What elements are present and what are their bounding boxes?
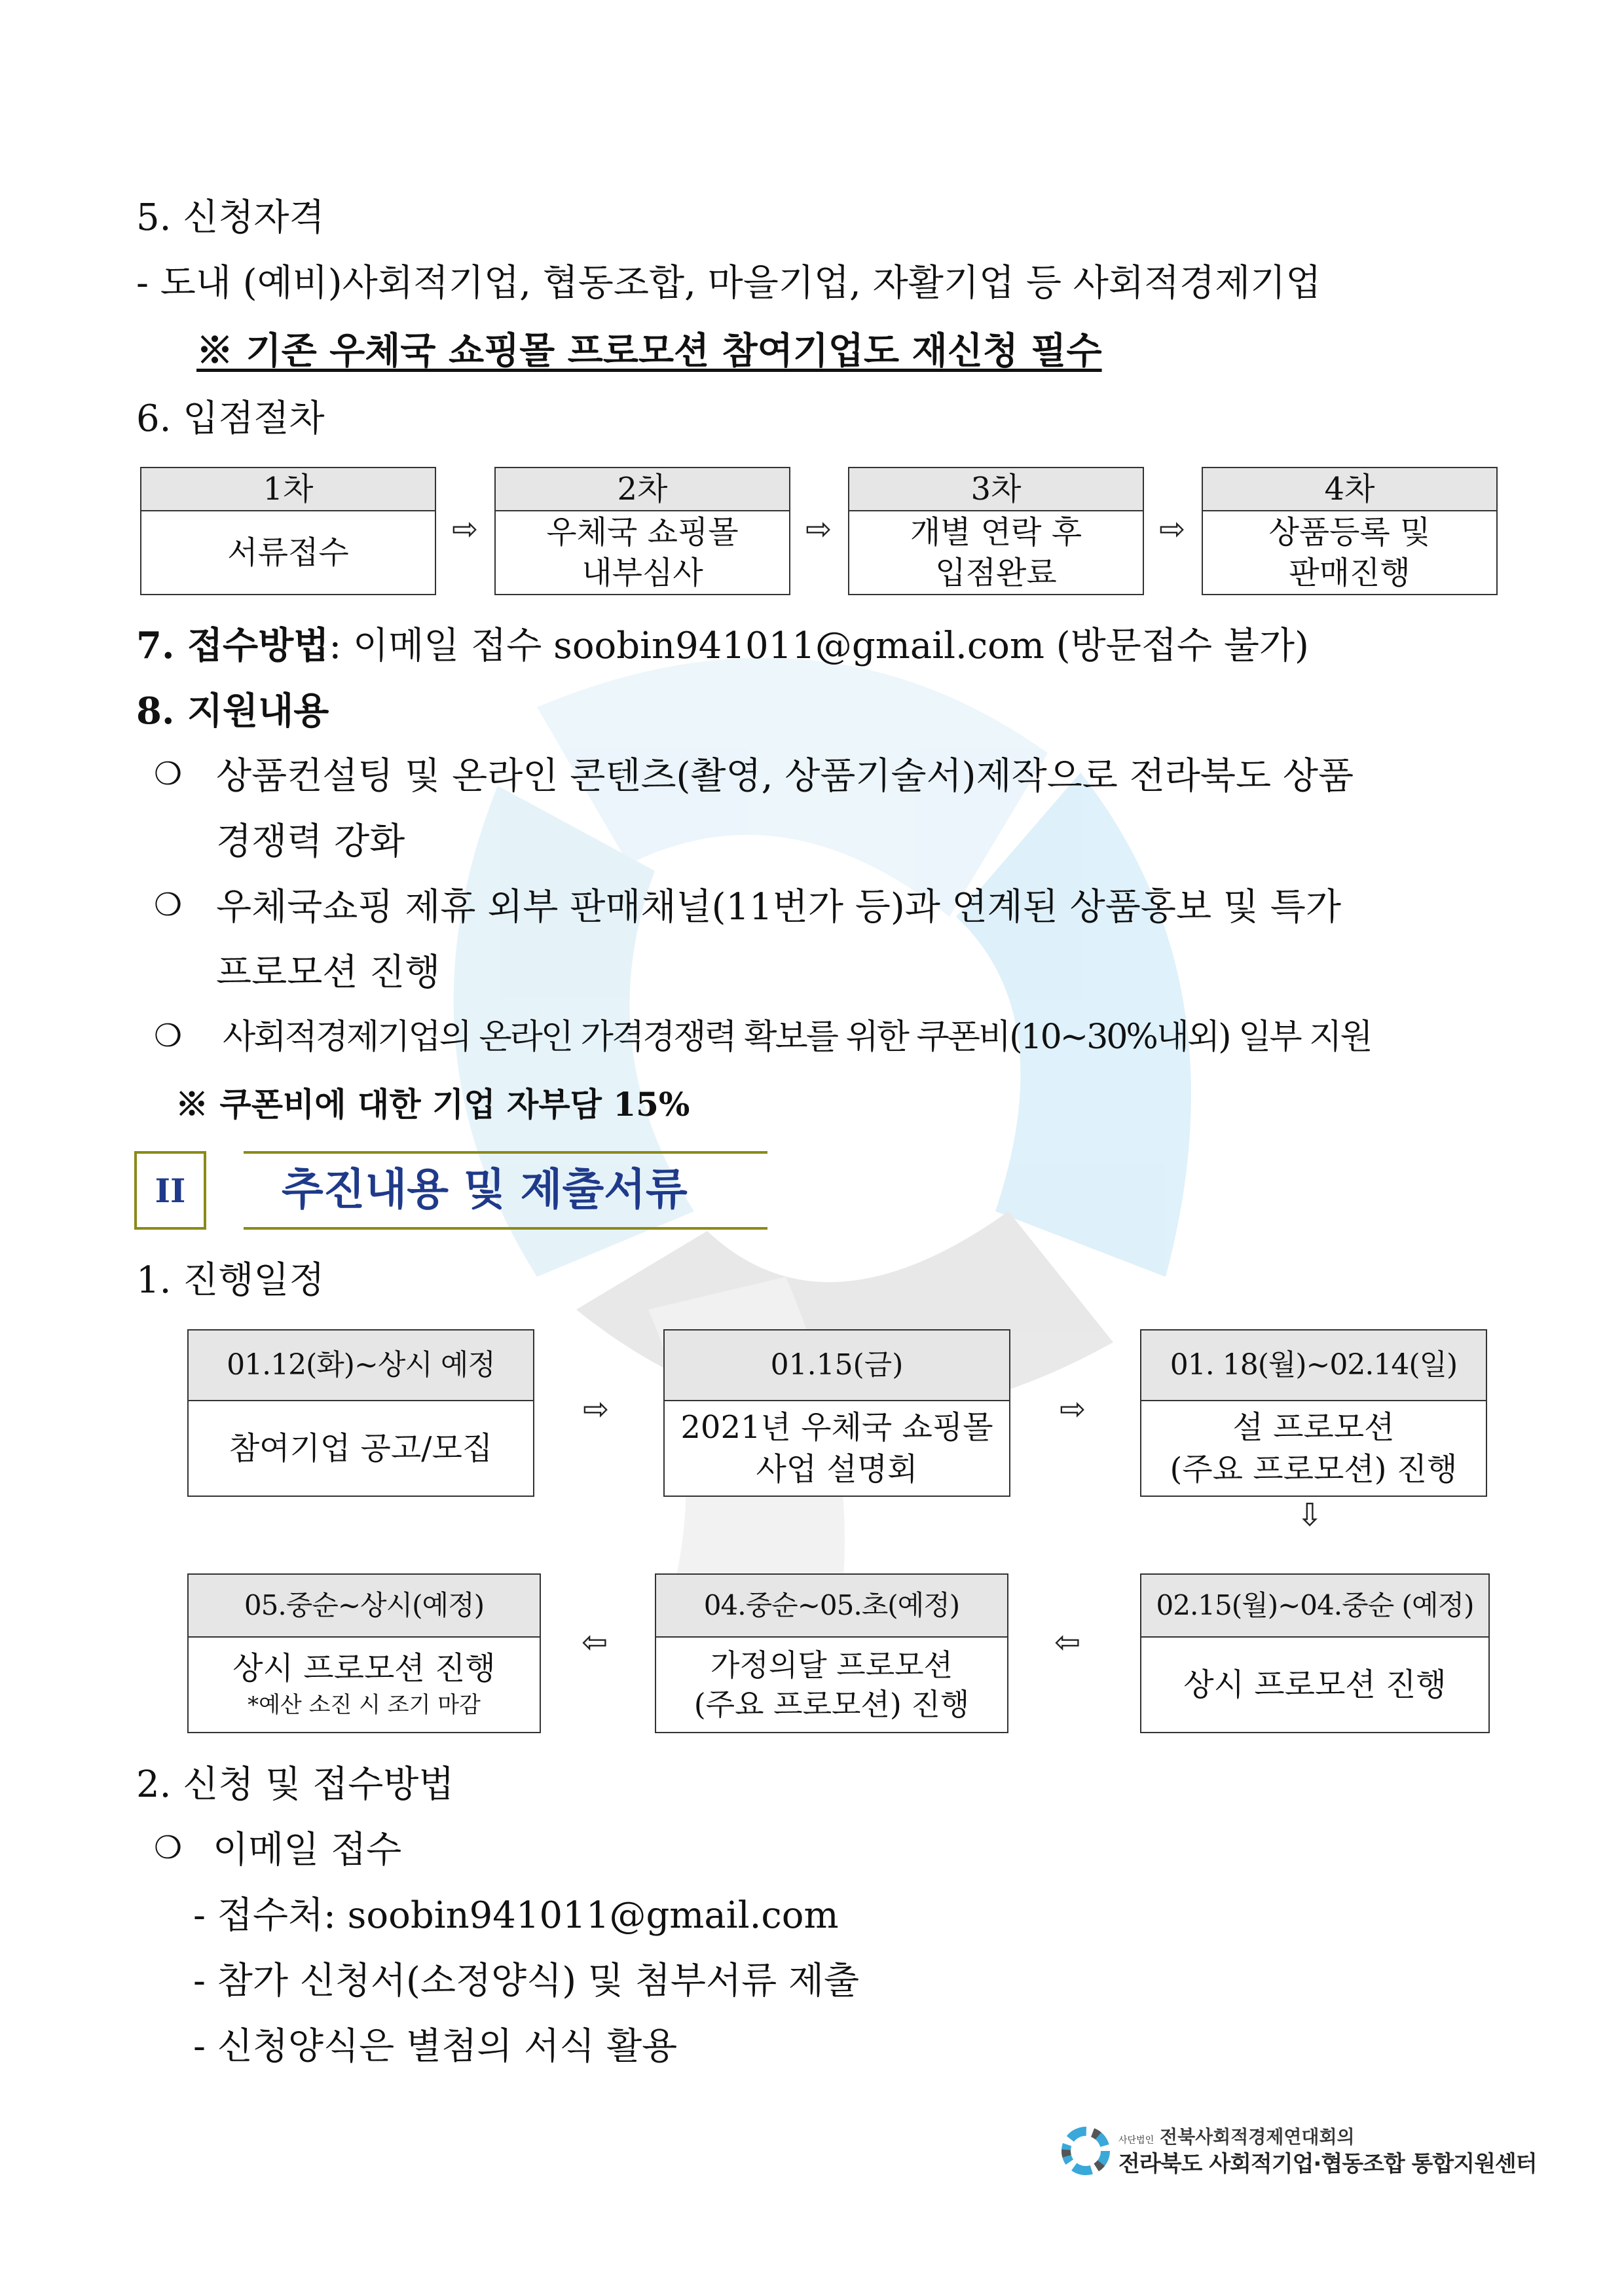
arrow-right-icon: ⇨ bbox=[1159, 511, 1186, 547]
schedule-box-header: 04.중순~05.초(예정) bbox=[656, 1575, 1007, 1638]
procedure-step-line1: 상품등록 및 bbox=[1268, 514, 1431, 551]
procedure-step-line1: 서류접수 bbox=[227, 534, 349, 571]
support-item-1-line2: 경쟁력 강화 bbox=[216, 820, 405, 863]
schedule-box-header: 05.중순~상시(예정) bbox=[189, 1575, 540, 1638]
schedule-box-line1: 상시 프로모션 진행 bbox=[232, 1650, 496, 1687]
bullet-icon: ❍ bbox=[154, 887, 183, 923]
procedure-step-line1: 우체국 쇼핑몰 bbox=[546, 514, 739, 551]
procedure-step-4 bbox=[1202, 467, 1498, 595]
schedule-box-header: 01.12(화)~상시 예정 bbox=[189, 1331, 533, 1401]
procedure-step-1 bbox=[140, 467, 436, 595]
procedure-step-line2: 내부심사 bbox=[581, 555, 703, 591]
support-item-1-line1: 상품컨설팅 및 온라인 콘텐츠(촬영, 상품기술서)제작으로 전라북도 상품 bbox=[216, 755, 1354, 798]
section5-title: 5. 신청자격 bbox=[136, 196, 325, 239]
arrow-right-icon: ⇨ bbox=[452, 511, 479, 547]
schedule-box-header: 01. 18(월)~02.14(일) bbox=[1141, 1331, 1486, 1401]
procedure-step-line2: 판매진행 bbox=[1289, 555, 1411, 591]
arrow-right-icon: ⇨ bbox=[583, 1391, 610, 1427]
schedule-box-line2: *예산 소진 시 조기 마감 bbox=[248, 1692, 481, 1718]
support-item-2-line1: 우체국쇼핑 제휴 외부 판매채널(11번가 등)과 연계된 상품홍보 및 특가 bbox=[216, 886, 1341, 928]
footer-org: 전북사회적경제연대회의 bbox=[1160, 2126, 1355, 2148]
procedure-step-line1: 개별 연락 후 bbox=[910, 514, 1082, 551]
footer-logo-icon bbox=[1060, 2125, 1112, 2177]
apply-item-1: - 접수처: soobin941011@gmail.com bbox=[193, 1894, 839, 1937]
schedule-box-line2: (주요 프로모션) 진행 bbox=[693, 1687, 970, 1722]
procedure-step-2 bbox=[494, 467, 790, 595]
section5-note: ※ 기존 우체국 쇼핑몰 프로모션 참여기업도 재신청 필수 bbox=[196, 329, 1102, 373]
arrow-left-icon: ⇦ bbox=[1054, 1624, 1081, 1661]
schedule-title: 1. 진행일정 bbox=[136, 1259, 325, 1302]
schedule-box-6 bbox=[187, 1573, 541, 1733]
chapter-number: II bbox=[155, 1171, 186, 1210]
schedule-box-header: 01.15(금) bbox=[665, 1331, 1009, 1401]
procedure-step-header: 3차 bbox=[849, 468, 1143, 511]
footer-small-label: 사단법인 bbox=[1118, 2135, 1154, 2146]
apply-item-2: - 참가 신청서(소정양식) 및 첨부서류 제출 bbox=[193, 1960, 860, 2002]
schedule-box-line1: 설 프로모션 bbox=[1232, 1409, 1395, 1446]
schedule-box-line1: 참여기업 공고/모집 bbox=[229, 1430, 493, 1467]
schedule-box-line2: 사업 설명회 bbox=[756, 1451, 918, 1488]
bullet-icon: ❍ bbox=[154, 756, 183, 792]
chapter-title-rule-top bbox=[244, 1151, 767, 1154]
procedure-step-header: 2차 bbox=[496, 468, 789, 511]
support-item-3-line1: 사회적경제기업의 온라인 가격경쟁력 확보를 위한 쿠폰비(10~30%내외) 일부 지원 bbox=[223, 1018, 1371, 1057]
schedule-box-2 bbox=[663, 1329, 1010, 1497]
schedule-box-line1: 상시 프로모션 진행 bbox=[1183, 1666, 1447, 1703]
procedure-step-header: 4차 bbox=[1203, 468, 1496, 511]
procedure-step-3 bbox=[848, 467, 1144, 595]
chapter-title: 추진내용 및 제출서류 bbox=[282, 1164, 688, 1215]
footer-center-name: 전라북도 사회적기업·협동조합 통합지원센터 bbox=[1118, 2151, 1537, 2177]
apply-item-3: - 신청양식은 별첨의 서식 활용 bbox=[193, 2025, 678, 2068]
procedure-step-header: 1차 bbox=[141, 468, 435, 511]
schedule-box-3 bbox=[1140, 1329, 1487, 1497]
schedule-box-line1: 2021년 우체국 쇼핑몰 bbox=[680, 1409, 993, 1446]
section8-title: 8. 지원내용 bbox=[136, 689, 329, 733]
procedure-step-line2: 입점완료 bbox=[935, 555, 1057, 591]
schedule-box-1 bbox=[187, 1329, 534, 1497]
apply-method: 이메일 접수 bbox=[213, 1829, 402, 1871]
section6-title: 6. 입점절차 bbox=[136, 397, 325, 440]
schedule-box-4 bbox=[1140, 1573, 1490, 1733]
bullet-icon: ❍ bbox=[154, 1018, 183, 1054]
section7-text: 이메일 접수 soobin941011@gmail.com (방문접수 불가) bbox=[341, 625, 1309, 667]
schedule-box-header: 02.15(월)~04.중순 (예정) bbox=[1141, 1575, 1488, 1638]
arrow-right-icon: ⇨ bbox=[1060, 1391, 1086, 1427]
arrow-down-icon: ⇩ bbox=[1297, 1497, 1323, 1533]
support-item-2-line2: 프로모션 진행 bbox=[216, 951, 441, 994]
section8-note: ※ 쿠폰비에 대한 기업 자부담 15% bbox=[175, 1085, 690, 1124]
arrow-right-icon: ⇨ bbox=[805, 511, 832, 547]
apply-title: 2. 신청 및 접수방법 bbox=[136, 1763, 454, 1806]
section7-label: 7. 접수방법 bbox=[136, 624, 329, 667]
section7-line bbox=[136, 624, 1309, 667]
chapter-title-rule-bottom bbox=[244, 1227, 767, 1230]
schedule-box-line2: (주요 프로모션) 진행 bbox=[1170, 1451, 1458, 1488]
section5-item: - 도내 (예비)사회적기업, 협동조합, 마을기업, 자활기업 등 사회적경제기업 bbox=[136, 262, 1321, 304]
footer-org-line bbox=[1118, 2128, 1355, 2146]
arrow-left-icon: ⇦ bbox=[581, 1624, 608, 1661]
bullet-icon: ❍ bbox=[154, 1829, 183, 1866]
chapter-number-box bbox=[134, 1151, 206, 1230]
schedule-box-5 bbox=[655, 1573, 1008, 1733]
section7-colon: : bbox=[329, 625, 342, 667]
schedule-box-line1: 가정의달 프로모션 bbox=[710, 1647, 953, 1683]
